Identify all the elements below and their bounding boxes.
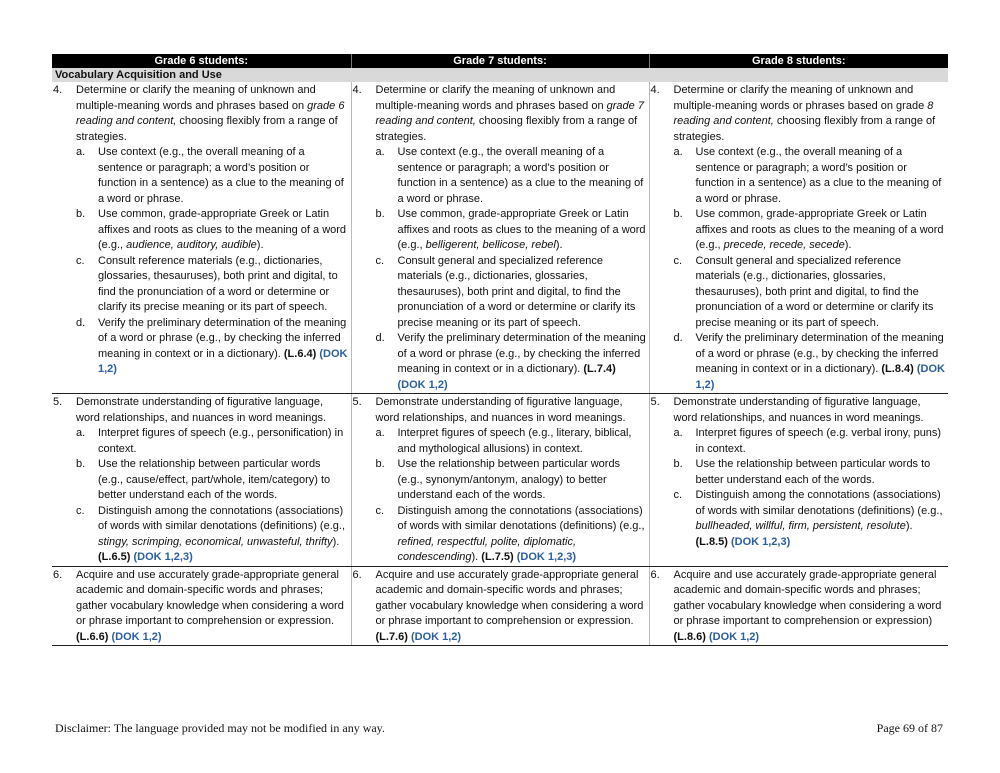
sub-text-main: Use context (e.g., the overall meaning of a sentence or paragraph; a word’s position or function in a sentence) as a clue to the meaning of a word or phrase.	[695, 146, 942, 205]
sub-text	[98, 207, 349, 254]
grade-6-header: Grade 6 students:	[52, 54, 351, 68]
standard-item	[352, 83, 647, 393]
standard-code: (L.8.4)	[878, 363, 914, 375]
dok-level: (DOK 1,2)	[695, 363, 945, 391]
sub-examples: bullheaded, willful, firm, persistent, resolute	[695, 520, 906, 532]
dok-level: (DOK 1,2)	[705, 630, 760, 643]
intro-text: Demonstrate understanding of figurative language, word relationships, and nuances in word meanings.	[76, 396, 327, 424]
sub-examples: stingy, scrimping, economical, unwasteful, thrifty	[98, 535, 333, 548]
sub-standard	[76, 504, 349, 566]
sub-letter: c.	[375, 504, 385, 517]
sub-text-main: Verify the preliminary determination of the meaning of a word or phrase (e.g., by checking the inferred meaning in context or in a dictionary).	[695, 332, 944, 375]
intro-text: Determine or clarify the meaning of unknown and multiple-meaning words and phrases based on	[76, 84, 316, 112]
standard-body	[674, 395, 947, 550]
sub-text-end: ).	[256, 239, 264, 251]
sub-letter: a.	[673, 146, 683, 158]
standard-item	[352, 395, 647, 566]
standard-cell	[52, 394, 351, 567]
standard-body	[674, 568, 947, 646]
standard-intro	[76, 83, 349, 145]
sub-text	[696, 331, 947, 393]
sub-standard	[674, 426, 947, 457]
sub-letter: a.	[375, 146, 385, 158]
sub-standard	[76, 145, 349, 207]
sub-text-main: Use common, grade-appropriate Greek or Latin affixes and roots as clues to the meaning of a word (e.g.,	[397, 208, 646, 251]
standard-item	[650, 568, 947, 646]
sub-standard	[376, 457, 647, 504]
sub-examples: belligerent, bellicose, rebel	[425, 239, 556, 251]
dok-level: (DOK 1,2)	[397, 378, 448, 391]
sub-letter: d.	[673, 332, 683, 344]
standard-intro	[376, 568, 647, 646]
standard-intro	[76, 568, 349, 646]
standard-body	[76, 568, 349, 646]
sub-text	[398, 426, 647, 457]
sub-text-end: ).	[905, 520, 913, 532]
sub-examples: audience, auditory, audible	[126, 239, 257, 251]
sub-text-main: Use common, grade-appropriate Greek or Latin affixes and roots as clues to the meaning of a word (e.g.,	[98, 208, 347, 251]
sub-standard	[376, 207, 647, 254]
standard-intro	[674, 395, 947, 426]
sub-text	[696, 207, 947, 254]
sub-text	[696, 488, 947, 550]
sub-text-end: ).	[844, 239, 852, 251]
sub-letter: b.	[375, 208, 385, 220]
sub-text	[98, 316, 349, 378]
sub-letter: a.	[76, 427, 86, 439]
sub-examples: precede, recede, secede	[723, 239, 845, 251]
sub-standard	[376, 504, 647, 566]
standard-code: (L.7.5)	[478, 551, 514, 563]
sub-text	[398, 457, 647, 504]
sub-text	[696, 457, 947, 488]
intro-text: Demonstrate understanding of figurative language, word relationships, and nuances in word meanings.	[375, 396, 626, 424]
sub-standard	[674, 488, 947, 550]
standard-body	[376, 83, 647, 393]
standards-table	[52, 54, 948, 646]
standard-code: (L.6.6)	[76, 630, 109, 643]
standard-cell	[649, 566, 948, 646]
standard-number: 6.	[53, 568, 63, 581]
page-number: Page 69 of 87	[876, 721, 943, 735]
standard-code: (L.6.5)	[98, 551, 131, 563]
category-label: Vocabulary Acquisition and Use	[52, 68, 948, 82]
sub-letter: b.	[673, 208, 683, 220]
standard-row	[52, 394, 948, 567]
sub-letter: b.	[673, 458, 683, 470]
sub-text-main: Distinguish among the connotations (associations) of words with similar denotations (definitions) (e.g.,	[98, 504, 345, 532]
dok-level: (DOK 1,2)	[98, 347, 348, 375]
standard-intro	[674, 83, 947, 145]
sub-text	[98, 426, 349, 457]
standard-number: 6.	[650, 568, 660, 581]
sub-letter: a.	[375, 427, 385, 439]
sub-letter: b.	[76, 208, 86, 220]
standard-intro	[674, 568, 947, 646]
sub-text-main: Interpret figures of speech (e.g., literary, biblical, and mythological allusions) in context.	[397, 427, 632, 455]
category-row	[52, 68, 948, 82]
sub-text	[696, 145, 947, 207]
intro-italic-text: grade 7 reading and content,	[375, 99, 644, 127]
sub-letter: a.	[76, 146, 86, 158]
sub-text-main: Distinguish among the connotations (associations) of words with similar denotations (definitions) (e.g.,	[695, 489, 943, 517]
sub-text-main: Verify the preliminary determination of the meaning of a word or phrase (e.g., by checking the inferred meaning in context or in a dictionary).	[397, 332, 646, 375]
sub-text	[98, 457, 349, 504]
sub-standard	[674, 145, 947, 207]
intro-text: Acquire and use accurately grade-appropriate general academic and domain-specific words and phrases; gather vocabulary knowledge when considering a word or phrase important to comprehension or expression)	[673, 568, 942, 627]
dok-level: (DOK 1,2,3)	[513, 551, 577, 563]
standard-intro	[76, 395, 349, 426]
dok-level: (DOK 1,2)	[108, 630, 162, 643]
standard-number: 5.	[650, 396, 660, 408]
sub-standard	[76, 426, 349, 457]
sub-standard	[674, 331, 947, 393]
sub-standard	[376, 145, 647, 207]
sub-text	[98, 145, 349, 207]
standard-body	[76, 83, 349, 378]
grade-7-header: Grade 7 students:	[351, 54, 649, 68]
sub-text	[696, 254, 947, 332]
standard-body	[376, 568, 647, 646]
sub-standard	[376, 426, 647, 457]
standard-item	[650, 395, 947, 550]
sub-text-main: Use the relationship between particular words (e.g., cause/effect, part/whole, item/category) to better understand each of the words.	[98, 458, 331, 501]
sub-letter: d.	[76, 316, 86, 329]
standard-code: (L.7.6)	[375, 630, 408, 643]
standard-number: 5.	[53, 396, 63, 408]
standard-item	[352, 568, 647, 646]
sub-letter: b.	[375, 458, 385, 470]
sub-letter: c.	[673, 489, 683, 501]
intro-text: Demonstrate understanding of figurative language, word relationships, and nuances in word meanings.	[673, 396, 924, 424]
sub-text	[98, 254, 349, 316]
sub-standard	[674, 207, 947, 254]
sub-standard	[76, 457, 349, 504]
sub-text-main: Distinguish among the connotations (associations) of words with similar denotations (definitions) (e.g.,	[397, 504, 645, 532]
standard-cell	[351, 82, 649, 394]
standard-item	[52, 568, 349, 646]
standard-cell	[351, 394, 649, 567]
sub-standard	[76, 254, 349, 316]
sub-letter: d.	[375, 332, 385, 344]
sub-letter: c.	[76, 504, 85, 517]
standard-number: 4.	[352, 84, 362, 96]
standard-number: 4.	[650, 84, 660, 96]
intro-text-cont: choosing flexibly from a range of strategies.	[673, 115, 936, 143]
sub-standard	[376, 331, 647, 393]
intro-italic-text: 8 reading and content,	[673, 99, 934, 127]
standard-cell	[649, 82, 948, 394]
sub-text-end: ).	[471, 551, 479, 563]
sub-text-main: Consult general and specialized reference materials (e.g., dictionaries, glossaries, thesauruses), both print and digital, to find the pronunciation of a word or determine or clarify its precise meaning or its part of speech.	[695, 254, 934, 329]
standard-code: (L.8.5)	[695, 535, 728, 548]
standard-row	[52, 566, 948, 646]
sub-text-main: Use the relationship between particular words (e.g., synonym/antonym, analogy) to better understand each of the words.	[397, 458, 621, 501]
disclaimer-text: Disclaimer: The language provided may not be modified in any way.	[55, 721, 385, 735]
grade-8-header: Grade 8 students:	[649, 54, 948, 68]
sub-text-main: Use the relationship between particular words to better understand each of the words.	[695, 458, 931, 486]
standard-number: 4.	[53, 84, 63, 96]
standard-body	[376, 395, 647, 566]
intro-text: Determine or clarify the meaning of unknown and multiple-meaning words or phrases based on grade	[673, 84, 928, 112]
standard-number: 6.	[352, 568, 362, 581]
sub-text	[398, 331, 647, 393]
standard-body	[674, 83, 947, 393]
standard-item	[52, 83, 349, 378]
grade-header-row	[52, 54, 948, 68]
standard-cell	[351, 566, 649, 646]
intro-text: Acquire and use accurately grade-appropriate general academic and domain-specific words and phrases; gather vocabulary knowledge when considering a word or phrase important to comprehension or expression.	[375, 568, 644, 627]
standard-code: (L.6.4)	[280, 347, 317, 360]
dok-level: (DOK 1,2,3)	[130, 551, 193, 563]
sub-text-end: ).	[555, 239, 563, 251]
standard-number: 5.	[352, 396, 362, 408]
standard-body	[76, 395, 349, 566]
sub-text-main: Use context (e.g., the overall meaning of a sentence or paragraph; a word’s position or function in a sentence) as a clue to the meaning of a word or phrase.	[98, 146, 344, 205]
standard-item	[650, 83, 947, 393]
standard-cell	[52, 566, 351, 646]
standard-cell	[649, 394, 948, 567]
sub-examples: refined, respectful, polite, diplomatic, condescending	[397, 535, 577, 563]
intro-text-cont: choosing flexibly from a range of strategies.	[76, 115, 338, 143]
sub-letter: c.	[673, 254, 683, 267]
standard-cell	[52, 82, 351, 394]
sub-standard	[376, 254, 647, 332]
intro-text-cont: choosing flexibly from a range of strategies.	[375, 115, 638, 143]
intro-italic-text: grade 6 reading and content,	[76, 99, 345, 127]
sub-letter: a.	[673, 427, 683, 439]
standard-code: (L.7.4)	[580, 363, 616, 375]
intro-text: Acquire and use accurately grade-appropriate general academic and domain-specific words and phrases; gather vocabulary knowledge when considering a word or phrase important to comprehension or expression.	[76, 568, 344, 627]
sub-text	[398, 207, 647, 254]
sub-text-main: Interpret figures of speech (e.g., personification) in context.	[98, 427, 344, 455]
sub-text-main: Interpret figures of speech (e.g. verbal irony, puns) in context.	[695, 427, 942, 455]
sub-standard	[76, 207, 349, 254]
sub-text-end: ).	[332, 535, 340, 548]
standard-item	[52, 395, 349, 566]
sub-letter: b.	[76, 458, 86, 470]
standard-code: (L.8.6)	[673, 630, 706, 643]
sub-text	[398, 145, 647, 207]
standard-intro	[376, 83, 647, 145]
sub-letter: c.	[76, 254, 85, 267]
standard-intro	[376, 395, 647, 426]
sub-text-main: Verify the preliminary determination of the meaning of a word or phrase (e.g., by checking the inferred meaning in context or in a dictionary).	[98, 316, 347, 360]
sub-standard	[76, 316, 349, 378]
standard-row	[52, 82, 948, 394]
sub-letter: c.	[375, 254, 385, 267]
sub-text-main: Consult reference materials (e.g., dictionaries, glossaries, thesauruses), both print and digital, to find the pronunciation of a word or determine or clarify its precise meaning or its part of speech.	[98, 254, 338, 313]
sub-standard	[674, 254, 947, 332]
sub-text-main: Consult general and specialized reference materials (e.g., dictionaries, glossaries, thesauruses), both print and digital, to find the pronunciation of a word or determine or clarify its precise meaning or its part of speech.	[397, 254, 636, 329]
dok-level: (DOK 1,2,3)	[727, 535, 791, 548]
sub-standard	[674, 457, 947, 488]
sub-text	[398, 504, 647, 566]
sub-text	[398, 254, 647, 332]
sub-text-main: Use context (e.g., the overall meaning of a sentence or paragraph; a word’s position or function in a sentence) as a clue to the meaning of a word or phrase.	[397, 146, 644, 205]
sub-text	[98, 504, 349, 566]
dok-level: (DOK 1,2)	[407, 630, 462, 643]
sub-text	[696, 426, 947, 457]
intro-text: Determine or clarify the meaning of unknown and multiple-meaning words and phrases based on	[375, 84, 616, 112]
sub-text-main: Use common, grade-appropriate Greek or Latin affixes and roots as clues to the meaning of a word (e.g.,	[695, 208, 944, 251]
